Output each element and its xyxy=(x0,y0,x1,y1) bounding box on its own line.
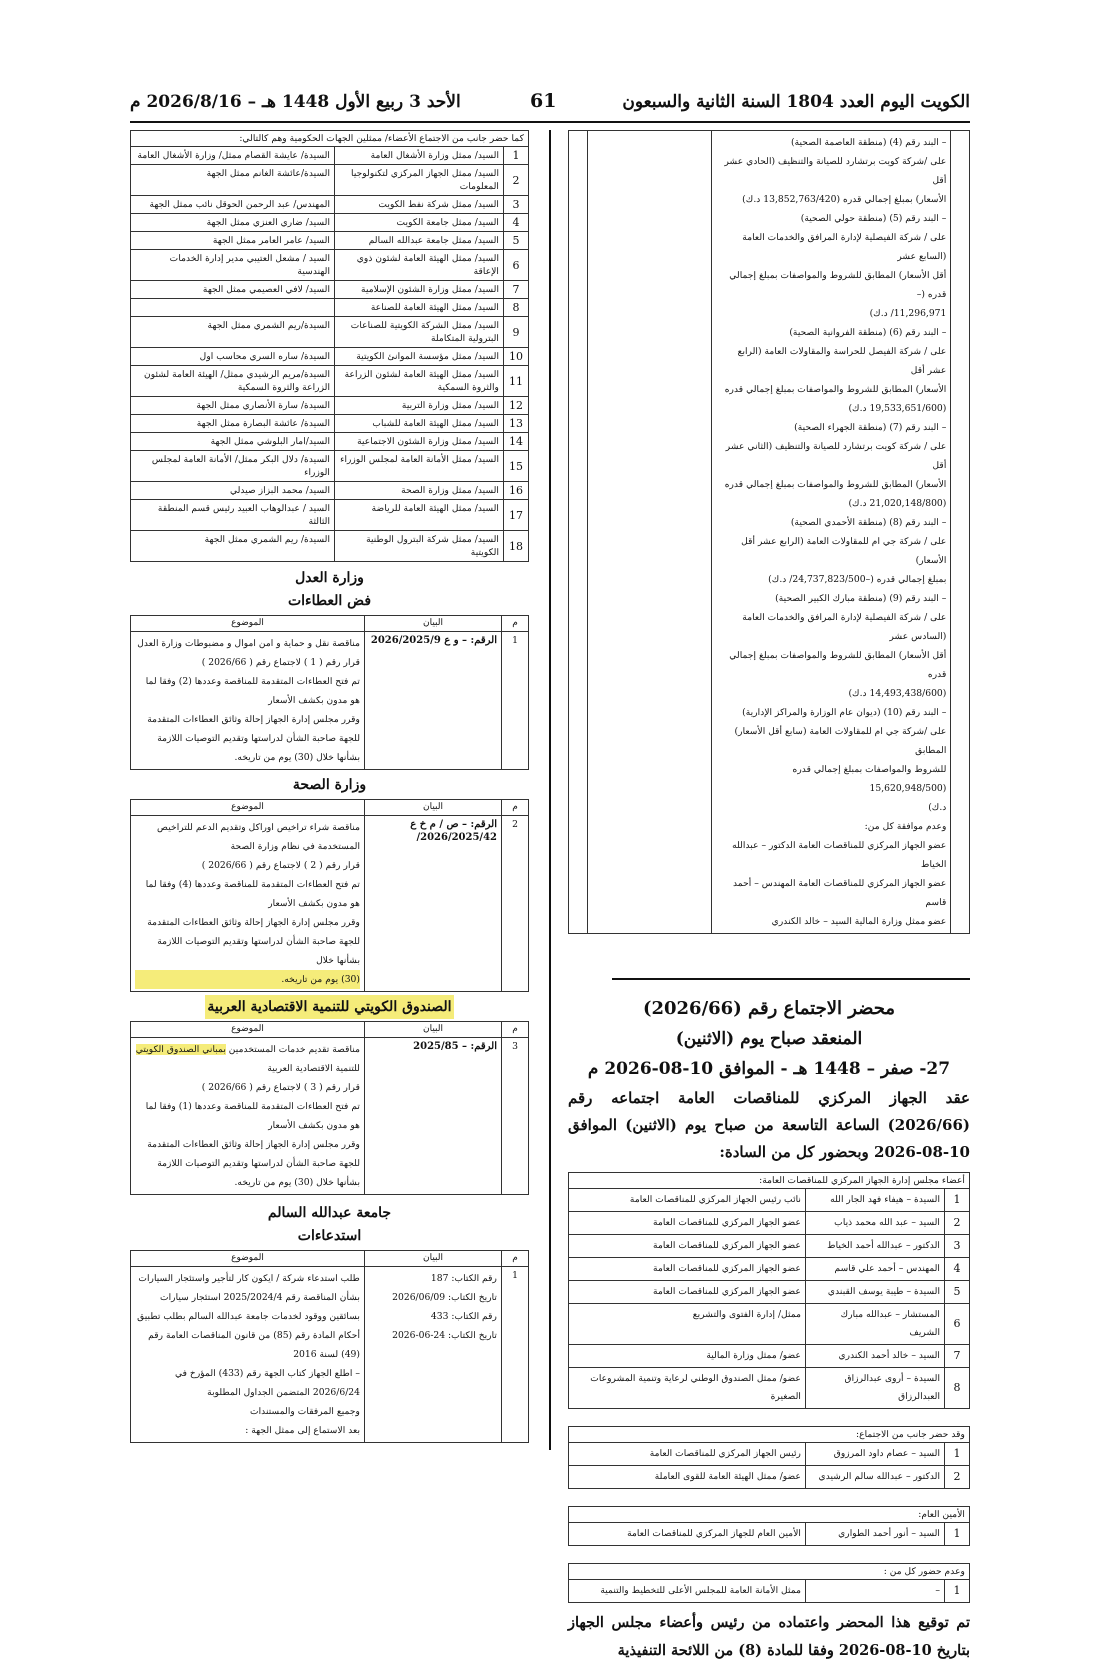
row-number: 1 xyxy=(945,1523,970,1546)
subject-line: (30) يوم من تاريخه. xyxy=(135,970,360,989)
justice-table xyxy=(130,615,529,770)
absent-table xyxy=(568,1579,970,1603)
gov-entity: السيد/ ممثل الجهاز المركزي لتكنولوجيا المعلومات xyxy=(335,165,504,196)
reference-cell: الرقم: – 2025/85 xyxy=(365,1038,502,1195)
bids-continuation-table xyxy=(568,130,970,934)
person-role: الأمين العام للجهاز المركزي للمناقصات العامة xyxy=(569,1523,806,1546)
ministry-health-heading: وزارة الصحة xyxy=(292,777,367,793)
board-caption: أعضاء مجلس إدارة الجهاز المركزي للمناقصات العامة: xyxy=(568,1172,970,1188)
person-name: الدكتور – عبدالله أحمد الخياط xyxy=(806,1235,945,1258)
row-number: 13 xyxy=(504,415,529,433)
subject-line: تم فتح العطاءات المتقدمة للمناقصة وعددها (1) وفقا لما هو مدون بكشف الأسعار xyxy=(145,1101,360,1131)
decision-row xyxy=(131,632,529,770)
page-number: 61 xyxy=(530,90,557,112)
person-row xyxy=(569,1345,970,1368)
minutes-subtitle: المنعقد صباح يوم (الاثنين) xyxy=(675,1029,863,1049)
bid-line: أقل الأسعار) المطابق للشروط والمواصفات بمبلغ إجمالي قدره (– xyxy=(729,270,947,300)
person-name: السيدة – طيبة يوسف القبندي xyxy=(806,1281,945,1304)
person-name: المهندس – أحمد علي قاسم xyxy=(806,1258,945,1281)
table-header xyxy=(131,800,529,816)
subject-line: – اطلع الجهاز كتاب الجهة رقم (433) المؤرخ في 2026/6/24 المتضمن الجداول المطلوبة xyxy=(174,1368,360,1398)
gov-row xyxy=(131,348,529,366)
person-role: عضو الجهاز المركزي للمناقصات العامة xyxy=(569,1258,806,1281)
decision-row xyxy=(131,1267,529,1443)
gov-row xyxy=(131,415,529,433)
gov-entity: السيد/ ممثل الهيئة العامة لشئون ذوي الإعاقة xyxy=(335,250,504,281)
row-number: 12 xyxy=(504,397,529,415)
person-name: الدكتور – عبدالله سالم الرشيدي xyxy=(806,1466,945,1489)
row-number: 2 xyxy=(945,1466,970,1489)
row-number: 6 xyxy=(504,250,529,281)
person-name: – xyxy=(806,1580,945,1603)
table-header xyxy=(131,1022,529,1038)
reference-line: تاريخ الكتاب: 24-06-2026 xyxy=(392,1330,497,1341)
row-number: 1 xyxy=(504,147,529,165)
gov-row xyxy=(131,433,529,451)
gov-entity: السيد/ ممثل مؤسسة الموانئ الكويتية xyxy=(335,348,504,366)
subject-line: مناقصة نقل و حماية و امن اموال و مضبوطات وزارة العدل xyxy=(137,638,360,649)
gov-representative: السيد / عبدالوهاب العبيد رئيس قسم المنطقة الثالثة xyxy=(131,500,335,531)
person-row xyxy=(569,1258,970,1281)
subject-line: تم فتح العطاءات المتقدمة للمناقصة وعددها (4) وفقا لما هو مدون بكشف الأسعار xyxy=(145,879,360,909)
person-role: عضو/ ممثل وزارة المالية xyxy=(569,1345,806,1368)
minutes-date: 27- صفر – 1448 هـ - الموافق 10-08-2026 م xyxy=(587,1059,951,1079)
person-role: عضو الجهاز المركزي للمناقصات العامة xyxy=(569,1281,806,1304)
board-members-table xyxy=(568,1188,970,1409)
gov-representative: السيد/امار البلوشي ممثل الجهة xyxy=(131,433,335,451)
person-role: عضو الجهاز المركزي للمناقصات العامة xyxy=(569,1212,806,1235)
gov-reps-table xyxy=(130,146,529,562)
gov-representative: السيدة/عائشة الغانم ممثل الجهة xyxy=(131,165,335,196)
absent-caption: وعدم حضور كل من : xyxy=(568,1563,970,1579)
reference-line: رقم الكتاب: 433 xyxy=(430,1311,497,1322)
gov-representative: السيدة/ ساره السري محاسب اول xyxy=(131,348,335,366)
gov-row xyxy=(131,397,529,415)
person-row xyxy=(569,1235,970,1258)
gov-entity: السيد/ ممثل وزارة الأشغال العامة xyxy=(335,147,504,165)
row-number: 16 xyxy=(504,482,529,500)
gov-entity: السيد/ ممثل جامعة عبدالله السالم xyxy=(335,232,504,250)
row-number: 3 xyxy=(504,196,529,214)
gov-entity: السيد/ ممثل الأمانة العامة لمجلس الوزراء xyxy=(335,451,504,482)
gov-representative: السيدة/ريم الشمري ممثل الجهة xyxy=(131,317,335,348)
gov-representative: السيدة/ عائشة البصارة ممثل الجهة xyxy=(131,415,335,433)
bid-line: الأسعار) المطابق للشروط والمواصفات بمبلغ إجمالي قدره xyxy=(724,384,947,395)
person-role: رئيس الجهاز المركزي للمناقصات العامة xyxy=(569,1443,806,1466)
gov-row xyxy=(131,451,529,482)
bid-line: على /شركة جي ام للمقاولات العامة (سابع أقل الأسعار) المطابق xyxy=(734,726,947,756)
row-number: 7 xyxy=(945,1345,970,1368)
bid-line: (19,533,651/600 د.ك) xyxy=(848,403,947,414)
subject-line: مناقصة شراء تراخيص اوراكل وتقديم الدعم للتراخيص المستخدمة في نظام وزارة الصحة xyxy=(157,822,360,852)
row-number: 14 xyxy=(504,433,529,451)
subject-line: قرار رقم ( 1 ) لاجتماع رقم ( 2026/66 ) xyxy=(201,657,360,668)
gov-row xyxy=(131,317,529,348)
kuwait-fund-heading xyxy=(130,999,529,1015)
col-bayan: البيان xyxy=(365,1022,502,1038)
gov-representative: السيدة/ عايشة القصام ممثل/ وزارة الأشغال العامة xyxy=(131,147,335,165)
section-rule xyxy=(612,978,970,980)
col-bayan: البيان xyxy=(365,1251,502,1267)
subject-line: وجميع المرفقات والمستندات xyxy=(249,1406,360,1417)
bid-line: – البند رقم (4) (منطقة العاصمة الصحية) xyxy=(791,137,947,148)
bid-line: – البند رقم (5) (منطقة حولي الصحية) xyxy=(800,213,947,224)
gov-row xyxy=(131,147,529,165)
gov-representative: السيد/ ضاري العنزي ممثل الجهة xyxy=(131,214,335,232)
gov-row xyxy=(131,299,529,317)
col-bayan: البيان xyxy=(365,800,502,816)
bid-line: الأسعار) المطابق للشروط والمواصفات بمبلغ إجمالي قدره xyxy=(724,479,947,490)
subject-cell xyxy=(131,1038,365,1195)
row-number: 2 xyxy=(504,165,529,196)
person-row xyxy=(569,1443,970,1466)
attended-caption: وقد حضر جانب من الاجتماع: xyxy=(568,1426,970,1442)
person-role: ممثل/ إدارة الفتوى والتشريع xyxy=(569,1304,806,1345)
ministry-justice-heading: وزارة العدل xyxy=(295,570,364,586)
minutes-intro: عقد الجهاز المركزي للمناقصات العامة اجتماعه رقم (2026/66) الساعة التاسعة من صباح يوم (الاثنين) الموافق 10-08-2026 وبحضور كل من السادة: xyxy=(568,1089,970,1161)
secretary-table xyxy=(568,1522,970,1546)
bid-line: على / شركة كويت برتشارد للصيانة والتنظيف (الثاني عشر أقل xyxy=(725,441,947,471)
person-name: السيد – أنور أحمد الطواري xyxy=(806,1523,945,1546)
person-row xyxy=(569,1580,970,1603)
reference-cell xyxy=(365,1267,502,1443)
gov-entity: السيد/ ممثل الهيئة العامة لشئون الزراعة والثروة السمكية xyxy=(335,366,504,397)
gov-row xyxy=(131,232,529,250)
gov-entity: السيد/ ممثل الهيئة العامة للشباب xyxy=(335,415,504,433)
col-subject: الموضوع xyxy=(131,1251,365,1267)
person-name: المستشار – عبدالله مبارك الشريف xyxy=(806,1304,945,1345)
subject-line: بعد الاستماع إلى ممثل الجهة : xyxy=(245,1425,360,1436)
person-role: عضو الجهاز المركزي للمناقصات العامة xyxy=(569,1235,806,1258)
gov-row xyxy=(131,482,529,500)
row-number: 1 xyxy=(945,1189,970,1212)
bid-line: عضو ممثل وزارة المالية السيد – خالد الكندري xyxy=(771,916,947,927)
bid-line: (14,493,438/600 د.ك) xyxy=(848,688,947,699)
reference-line: رقم الكتاب: 187 xyxy=(430,1273,497,1284)
table-header xyxy=(131,616,529,632)
right-column xyxy=(568,130,970,1665)
person-name: السيد – عبد الله محمد ذياب xyxy=(806,1212,945,1235)
gov-representative: السيدة/مريم الرشيدي ممثل/ الهيئة العامة لشئون الزراعة والثروة السمكية xyxy=(131,366,335,397)
bid-line: عضو الجهاز المركزي للمناقصات العامة الدكتور – عبدالله الخياط xyxy=(732,840,947,870)
row-number: 4 xyxy=(945,1258,970,1281)
gov-representative: السيد/ عامر العامر ممثل الجهة xyxy=(131,232,335,250)
page-header xyxy=(130,88,970,118)
bid-line: على / شركة جي ام للمقاولات العامة (الرابع عشر أقل الأسعار) xyxy=(741,536,947,566)
col-subject: الموضوع xyxy=(131,800,365,816)
bid-line: – البند رقم (6) (منطقة الفروانية الصحية) xyxy=(789,327,947,338)
subject-line: طلب استدعاء شركة / ايكون كار لتأجير واستئجار السيارات بشأن المناقصة رقم 2025/2024/4 استئجار سيارات بسائقين ووقود لخدمات جامعة عبدالله السالم بطلب تطبيق أحكام المادة رقم (85) من قانون المناقصات العامة رقم (49) لسنة 2016 xyxy=(137,1273,360,1360)
university-table xyxy=(130,1250,529,1443)
left-column xyxy=(130,130,529,1443)
kuwait-fund-title: الصندوق الكويتي للتنمية الاقتصادية العربية xyxy=(205,995,453,1019)
gov-representative: السيد / مشعل العتيبي مدير إدارة الخدمات الهندسية xyxy=(131,250,335,281)
bid-line: – البند رقم (8) (منطقة الأحمدي الصحية) xyxy=(790,517,947,528)
subject-cell xyxy=(131,816,365,992)
gov-row xyxy=(131,250,529,281)
bid-line: على / شركة الفيصل للحراسة والمقاولات العامة (الرابع عشر أقل xyxy=(737,346,947,376)
person-row xyxy=(569,1189,970,1212)
person-row xyxy=(569,1281,970,1304)
col-m: م xyxy=(502,616,529,632)
gov-entity: السيد/ ممثل وزارة الشئون الاجتماعية xyxy=(335,433,504,451)
row-number: 5 xyxy=(945,1281,970,1304)
bid-line: بمبلغ إجمالي قدره (–24,737,823/500/ د.ك) xyxy=(768,574,947,585)
person-row xyxy=(569,1466,970,1489)
person-role: نائب رئيس الجهاز المركزي للمناقصات العامة xyxy=(569,1189,806,1212)
bid-line: على / شركة الفيصلية لإدارة المرافق والخدمات العامة (السادس عشر xyxy=(742,612,947,642)
attended-table xyxy=(568,1442,970,1489)
gov-entity: السيد/ ممثل الشركة الكويتية للصناعات البترولية المتكاملة xyxy=(335,317,504,348)
header-issue: الكويت اليوم العدد 1804 السنة الثانية والسبعون xyxy=(622,92,970,112)
bid-line: وعدم موافقة كل من: xyxy=(864,821,947,832)
person-name: السيد – خالد أحمد الكندري xyxy=(806,1345,945,1368)
subject-line: وقرر مجلس إدارة الجهاز إحالة وثائق العطاءات المتقدمة للجهة صاحبة الشأن لدراستها وتقديم التوصيات اللازمة بشأنها خلال (30) يوم من تاريخه. xyxy=(147,1139,360,1188)
row-number: 7 xyxy=(504,281,529,299)
col-m: م xyxy=(502,800,529,816)
bid-line: على / شركة الفيصلية لإدارة المرافق والخدمات العامة (السابع عشر xyxy=(742,232,947,262)
row-number: 4 xyxy=(504,214,529,232)
bid-line: – البند رقم (10) (ديوان عام الوزارة والمراكز الإدارية) xyxy=(742,707,947,718)
gov-representative: المهندس/ عبد الرحمن الحوقل نائب ممثل الجهة xyxy=(131,196,335,214)
gov-representative: السيد/ محمد البزاز صيدلي xyxy=(131,482,335,500)
person-row xyxy=(569,1212,970,1235)
subject-line: قرار رقم ( 3 ) لاجتماع رقم ( 2026/66 ) xyxy=(201,1082,360,1093)
row-number: 8 xyxy=(504,299,529,317)
person-name: السيدة – أروى عبدالرزاق العبدالرزاق xyxy=(806,1368,945,1409)
decision-row xyxy=(131,1038,529,1195)
table-header xyxy=(131,1251,529,1267)
row-number: 1 xyxy=(945,1443,970,1466)
person-row xyxy=(569,1304,970,1345)
bid-line: 11,296,971/ د.ك) xyxy=(869,308,947,319)
decision-row xyxy=(131,816,529,992)
row-number: 1 xyxy=(502,632,529,770)
subject-text: مناقصة تقديم خدمات المستخدمين xyxy=(225,1044,360,1055)
person-name: السيد – عصام داود المرزوق xyxy=(806,1443,945,1466)
bids-awards-cell xyxy=(712,131,951,934)
bid-line: – البند رقم (9) (منطقة مبارك الكبير الصحية) xyxy=(775,593,947,604)
subject-text: للتنمية الاقتصادية العربية xyxy=(267,1063,360,1074)
gov-row xyxy=(131,531,529,562)
column-divider xyxy=(549,130,551,1450)
row-number: 15 xyxy=(504,451,529,482)
row-number: 11 xyxy=(504,366,529,397)
subject-line: قرار رقم ( 2 ) لاجتماع رقم ( 2026/66 ) xyxy=(201,860,360,871)
row-number: 8 xyxy=(945,1368,970,1409)
gov-entity: السيد/ ممثل وزارة الشئون الإسلامية xyxy=(335,281,504,299)
person-row xyxy=(569,1368,970,1409)
gov-representative: السيدة/ سارة الأنصاري ممثل الجهة xyxy=(131,397,335,415)
gov-entity: السيد/ ممثل الهيئة العامة للصناعة xyxy=(335,299,504,317)
person-role: ممثل الأمانة العامة للمجلس الأعلى للتخطيط والتنمية xyxy=(569,1580,806,1603)
subject-line: وقرر مجلس إدارة الجهاز إحالة وثائق العطاءات المتقدمة للجهة صاحبة الشأن لدراستها وتقديم التوصيات اللازمة بشأنها خلال (30) يوم من تاريخه. xyxy=(147,714,360,763)
gov-row xyxy=(131,165,529,196)
col-subject: الموضوع xyxy=(131,616,365,632)
col-m: م xyxy=(502,1251,529,1267)
gov-representative xyxy=(131,299,335,317)
col-m: م xyxy=(502,1022,529,1038)
row-number: 3 xyxy=(502,1038,529,1195)
bid-line: الأسعار) بمبلغ إجمالي قدره (13,852,763/420 د.ك) xyxy=(742,194,947,205)
row-number: 17 xyxy=(504,500,529,531)
gov-caption: كما حضر جانب من الاجتماع الأعضاء/ ممثلين الجهات الحكومية وهم كالتالي: xyxy=(130,130,529,146)
row-number: 9 xyxy=(504,317,529,348)
reference-cell: الرقم: – ص / م خ ع 2026/2025/42/ xyxy=(365,816,502,992)
row-number: 5 xyxy=(504,232,529,250)
gov-row xyxy=(131,214,529,232)
gov-representative: السيدة/ دلال البكر ممثل/ الأمانة العامة لمجلس الوزراء xyxy=(131,451,335,482)
col-subject: الموضوع xyxy=(131,1022,365,1038)
fund-table xyxy=(130,1021,529,1195)
gov-representative: السيدة/ ريم الشمري ممثل الجهة xyxy=(131,531,335,562)
bid-line: للشروط والمواصفات بمبلغ إجمالي قدره (15,620,948/500 xyxy=(792,764,947,794)
row-number: 1 xyxy=(502,1267,529,1443)
subject-highlight: بمباني الصندوق الكويتي xyxy=(135,1044,226,1055)
university-heading: جامعة عبدالله السالم xyxy=(267,1205,392,1221)
row-number: 1 xyxy=(945,1580,970,1603)
bid-line: د.ك) xyxy=(928,802,947,813)
gov-entity: السيد/ ممثل شركة البترول الوطنية الكويتية xyxy=(335,531,504,562)
header-date: الأحد 3 ربيع الأول 1448 هـ – 2026/8/16 م xyxy=(130,92,461,112)
person-name: السيدة – هيفاء فهد الجار الله xyxy=(806,1189,945,1212)
secretary-caption: الأمين العام: xyxy=(568,1506,970,1522)
invitations-heading: استدعاءات xyxy=(297,1228,362,1244)
row-number: 10 xyxy=(504,348,529,366)
bid-line: على /شركة كويت برتشارد للصيانة والتنظيف (الحادي عشر أقل xyxy=(724,156,947,186)
gov-row xyxy=(131,196,529,214)
gov-entity: السيد/ ممثل الهيئة العامة للرياضة xyxy=(335,500,504,531)
gov-entity: السيد/ ممثل وزارة التربية xyxy=(335,397,504,415)
subject-line: وقرر مجلس إدارة الجهاز إحالة وثائق العطاءات المتقدمة للجهة صاحبة الشأن لدراستها وتقديم التوصيات اللازمة بشأنها خلال xyxy=(147,917,360,966)
gov-entity: السيد/ ممثل وزارة الصحة xyxy=(335,482,504,500)
subject-line: تم فتح العطاءات المتقدمة للمناقصة وعددها (2) وفقا لما هو مدون بكشف الأسعار xyxy=(145,676,360,706)
health-table xyxy=(130,799,529,992)
gov-entity: السيد/ ممثل شركة نفط الكويت xyxy=(335,196,504,214)
gov-entity: السيد/ ممثل جامعة الكويت xyxy=(335,214,504,232)
row-number: 3 xyxy=(945,1235,970,1258)
gov-row xyxy=(131,281,529,299)
row-number: 18 xyxy=(504,531,529,562)
bid-line: – البند رقم (7) (منطقة الجهراء الصحية) xyxy=(794,422,947,433)
gov-row xyxy=(131,500,529,531)
gov-row xyxy=(131,366,529,397)
reference-line: تاريخ الكتاب: 2026/06/09 xyxy=(392,1292,497,1303)
col-bayan: البيان xyxy=(365,616,502,632)
gov-representative: السيد/ لافي العصيمي ممثل الجهة xyxy=(131,281,335,299)
person-row xyxy=(569,1523,970,1546)
person-role: عضو/ ممثل الصندوق الوطني لرعاية وتنمية المشروعات الصغيرة xyxy=(569,1368,806,1409)
row-number: 2 xyxy=(502,816,529,992)
subject-line xyxy=(135,1040,360,1078)
bid-line: (21,020,148/800 د.ك) xyxy=(848,498,947,509)
subject-cell xyxy=(131,632,365,770)
row-number: 6 xyxy=(945,1304,970,1345)
closing-statement: تم توقيع هذا المحضر واعتماده من رئيس وأعضاء مجلس الجهاز بتاريخ 10-08-2026 وفقا للمادة (8) من اللائحة التنفيذية xyxy=(568,1614,970,1659)
reference-cell: الرقم: – و ع 2026/2025/9 xyxy=(365,632,502,770)
row-number: 2 xyxy=(945,1212,970,1235)
bids-opening-heading: فض العطاءات xyxy=(287,593,372,609)
subject-cell xyxy=(131,1267,365,1443)
minutes-title: محضر الاجتماع رقم (2026/66) xyxy=(642,998,896,1019)
bid-line: أقل الأسعار) المطابق للشروط والمواصفات بمبلغ إجمالي قدره xyxy=(729,650,947,680)
person-role: عضو/ ممثل الهيئة العامة للقوى العاملة xyxy=(569,1466,806,1489)
header-rule xyxy=(130,121,970,123)
bid-line: عضو الجهاز المركزي للمناقصات العامة المهندس – أحمد قاسم xyxy=(732,878,947,908)
